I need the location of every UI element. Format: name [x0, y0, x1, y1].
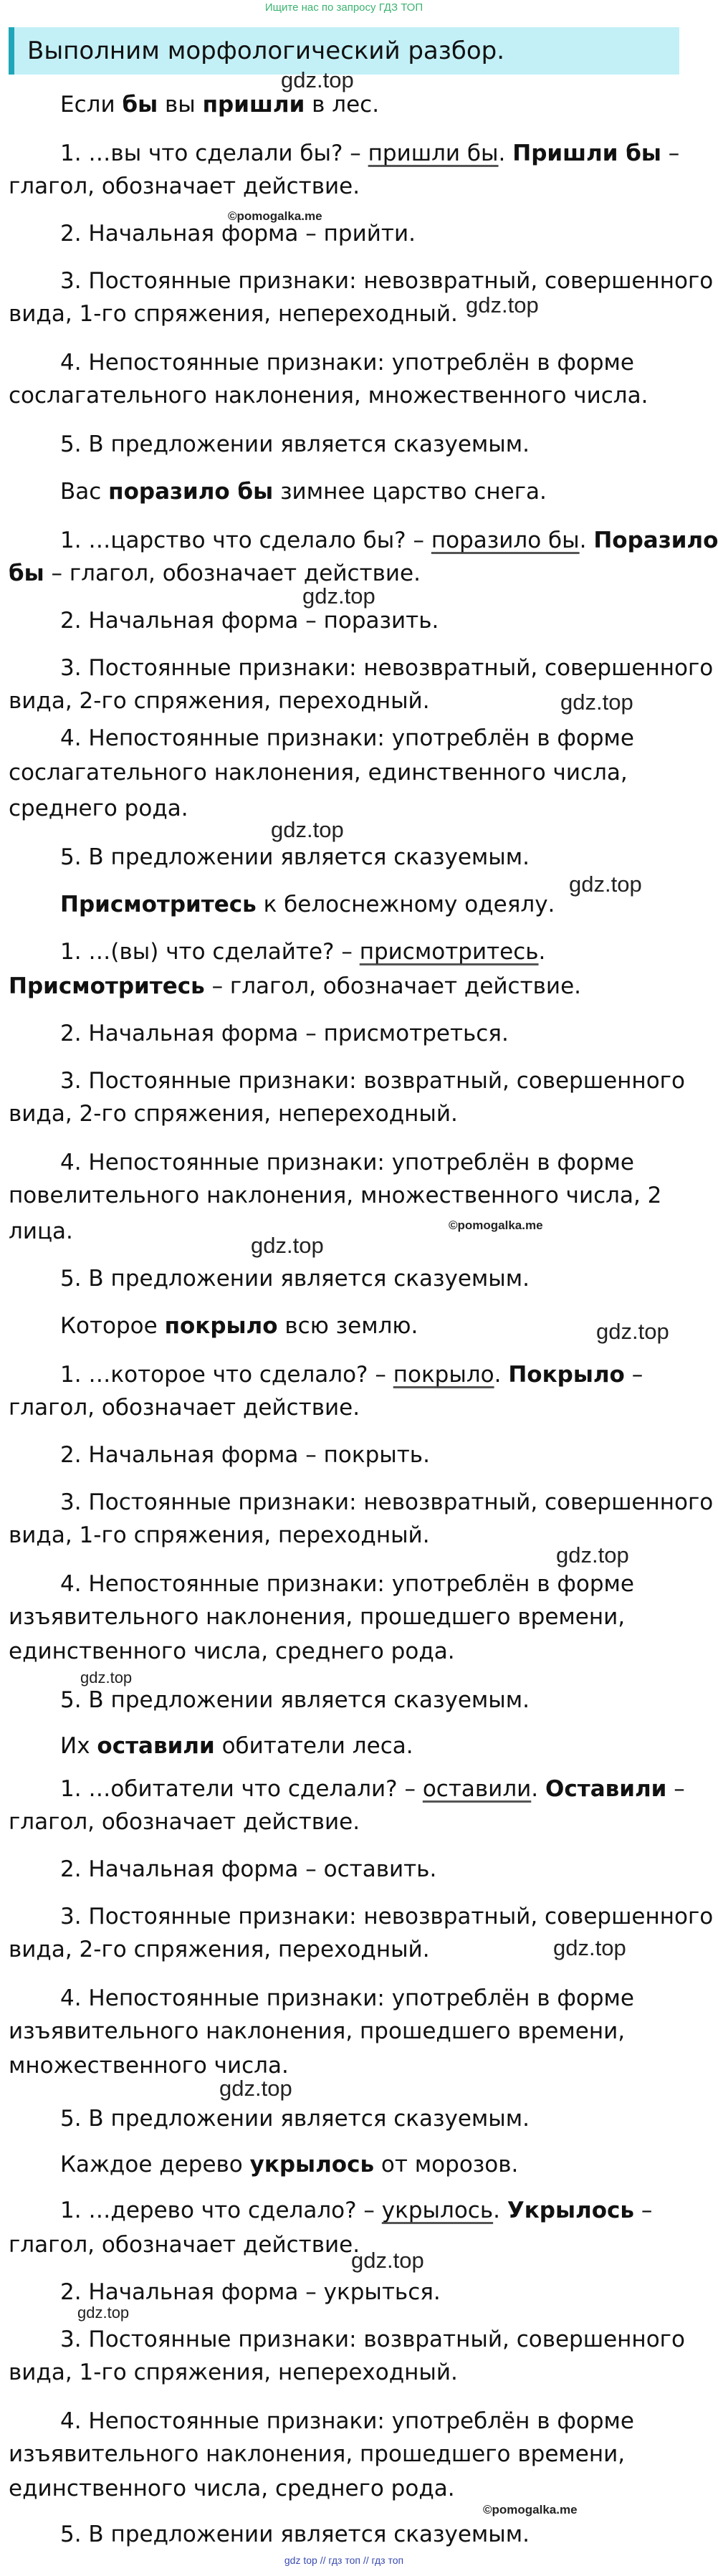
s1-item-5: 5. В предложении является сказуемым.	[60, 431, 530, 457]
s5-item-1-cont: глагол, обозначает действие.	[9, 1809, 360, 1835]
s1-item-3-cont: вида, 1-го спряжения, непереходный.	[9, 301, 458, 327]
s6-item-1: 1. …дерево что сделало? – укрылось. Укрылось –	[60, 2198, 653, 2223]
s1-item-4: 4. Непостоянные признаки: употреблён в форме	[60, 350, 634, 376]
gdz-watermark: gdz.top	[553, 1935, 626, 1960]
s6-item-4-cont2: единственного числа, среднего рода.	[9, 2476, 455, 2501]
gdz-watermark: gdz.top	[556, 1542, 629, 1568]
s1-item-2: 2. Начальная форма – прийти.	[60, 221, 416, 247]
s4-item-3-cont: вида, 1-го спряжения, переходный.	[9, 1522, 430, 1548]
s4-item-1-cont: глагол, обозначает действие.	[9, 1395, 360, 1421]
sentence-3: Присмотритесь к белоснежному одеялу.	[60, 892, 555, 917]
s6-item-4-cont: изъявительного наклонения, прошедшего времени,	[9, 2441, 626, 2467]
s5-item-1: 1. …обитатели что сделали? – оставили. Оставили –	[60, 1776, 685, 1802]
s3-item-2: 2. Начальная форма – присмотреться.	[60, 1021, 509, 1046]
sentence-5: Их оставили обитатели леса.	[60, 1733, 413, 1759]
s1-item-1: 1. …вы что сделали бы? – пришли бы. Пришли бы –	[60, 140, 680, 166]
s6-item-5: 5. В предложении является сказуемым.	[60, 2522, 530, 2547]
s3-item-3: 3. Постоянные признаки: возвратный, совершенного	[60, 1068, 685, 1094]
s6-item-2: 2. Начальная форма – укрыться.	[60, 2279, 441, 2305]
gdz-watermark: gdz.top	[281, 67, 354, 92]
s2-item-2: 2. Начальная форма – поразить.	[60, 608, 439, 634]
s6-item-4: 4. Непостоянные признаки: употреблён в форме	[60, 2408, 634, 2434]
gdz-watermark: gdz.top	[77, 2304, 130, 2322]
s4-item-1: 1. …которое что сделало? – покрыло. Покрыло –	[60, 1362, 643, 1388]
s5-item-3: 3. Постоянные признаки: невозвратный, совершенного	[60, 1904, 714, 1929]
s4-item-4-cont2: единственного числа, среднего рода.	[9, 1638, 455, 1664]
gdz-watermark: gdz.top	[251, 1233, 324, 1258]
gdz-watermark: gdz.top	[80, 1669, 133, 1687]
sentence-1: Если бы вы пришли в лес.	[60, 92, 380, 118]
s4-item-3: 3. Постоянные признаки: невозвратный, совершенного	[60, 1489, 714, 1515]
s3-item-3-cont: вида, 2-го спряжения, непереходный.	[9, 1101, 458, 1127]
s1-item-4-cont: сослагательного наклонения, множественного числа.	[9, 383, 648, 409]
s5-item-2: 2. Начальная форма – оставить.	[60, 1856, 437, 1882]
s3-item-1: 1. …(вы) что сделайте? – присмотритесь.	[60, 939, 546, 965]
s2-item-1-cont: бы – глагол, обозначает действие.	[9, 560, 421, 586]
sentence-2: Вас поразило бы зимнее царство снега.	[60, 479, 547, 505]
gdz-watermark: gdz.top	[596, 1319, 669, 1344]
s3-item-4-cont2: лица.	[9, 1218, 73, 1244]
search-hint-banner: Ищите нас по запросу ГДЗ ТОП	[264, 1, 423, 14]
s3-item-4: 4. Непостоянные признаки: употреблён в форме	[60, 1150, 634, 1175]
s2-item-4: 4. Непостоянные признаки: употреблён в форме	[60, 725, 634, 751]
s4-item-4-cont: изъявительного наклонения, прошедшего времени,	[9, 1604, 626, 1630]
s6-item-3-cont: вида, 1-го спряжения, непереходный.	[9, 2360, 458, 2385]
s2-item-4-cont2: среднего рода.	[9, 796, 188, 821]
page-title: Выполним морфологический разбор.	[9, 27, 679, 75]
s4-item-2: 2. Начальная форма – покрыть.	[60, 1442, 430, 1468]
s5-item-5: 5. В предложении является сказуемым.	[60, 2106, 530, 2132]
pomogalka-watermark: ©pomogalka.me	[228, 209, 322, 223]
s5-item-4-cont: изъявительного наклонения, прошедшего времени,	[9, 2018, 626, 2044]
s2-item-1: 1. …царство что сделало бы? – поразило бы. Поразило	[60, 528, 718, 553]
pomogalka-watermark: ©pomogalka.me	[449, 1218, 543, 1232]
s5-item-3-cont: вида, 2-го спряжения, переходный.	[9, 1937, 430, 1962]
footer-links[interactable]: gdz top // гдз топ // гдз топ	[284, 2554, 404, 2566]
pomogalka-watermark: ©pomogalka.me	[483, 2503, 578, 2517]
gdz-watermark: gdz.top	[302, 583, 375, 609]
s6-item-3: 3. Постоянные признаки: возвратный, совершенного	[60, 2327, 685, 2352]
sentence-6: Каждое дерево укрылось от морозов.	[60, 2152, 519, 2177]
s3-item-4-cont: повелительного наклонения, множественного числа, 2	[9, 1183, 662, 1208]
gdz-watermark: gdz.top	[560, 690, 633, 715]
s2-item-3-cont: вида, 2-го спряжения, переходный.	[9, 688, 430, 714]
s2-item-5: 5. В предложении является сказуемым.	[60, 844, 530, 870]
s4-item-5: 5. В предложении является сказуемым.	[60, 1687, 530, 1713]
s4-item-4: 4. Непостоянные признаки: употреблён в форме	[60, 1571, 634, 1597]
gdz-watermark: gdz.top	[569, 872, 642, 897]
sentence-4: Которое покрыло всю землю.	[60, 1313, 418, 1339]
s5-item-4: 4. Непостоянные признаки: употреблён в форме	[60, 1985, 634, 2011]
s1-item-1-cont: глагол, обозначает действие.	[9, 173, 360, 199]
gdz-watermark: gdz.top	[466, 292, 539, 318]
s3-item-5: 5. В предложении является сказуемым.	[60, 1266, 530, 1292]
s5-item-4-cont2: множественного числа.	[9, 2053, 289, 2079]
s2-item-3: 3. Постоянные признаки: невозвратный, совершенного	[60, 655, 714, 681]
s2-item-4-cont: сослагательного наклонения, единственного числа,	[9, 760, 628, 786]
s6-item-1-cont: глагол, обозначает действие.	[9, 2232, 360, 2258]
s1-item-3: 3. Постоянные признаки: невозвратный, совершенного	[60, 268, 714, 294]
gdz-watermark: gdz.top	[351, 2248, 424, 2273]
gdz-watermark: gdz.top	[271, 817, 344, 842]
s3-item-1-cont: Присмотритесь – глагол, обозначает действие.	[9, 973, 581, 999]
gdz-watermark: gdz.top	[219, 2076, 292, 2101]
